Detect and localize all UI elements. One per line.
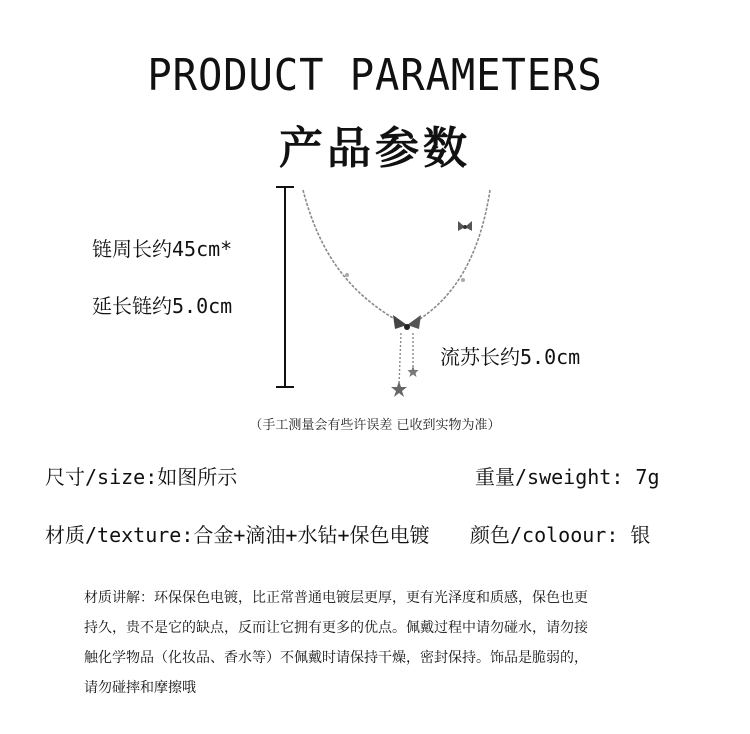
page-title-cn: 产品参数 xyxy=(279,123,471,174)
necklace-image xyxy=(295,185,505,400)
material-description-line: 请勿碰摔和摩擦哦 xyxy=(84,680,196,696)
butterfly-charm-small-icon xyxy=(458,221,472,231)
extender-length-label: 延长链约5.0cm xyxy=(92,294,233,318)
star-charm-icon xyxy=(391,366,419,397)
chain-length-label: 链周长约45cm* xyxy=(92,237,233,261)
spec-size: 尺寸/size:如图所示 xyxy=(45,465,238,489)
measurement-note: （手工测量会有些许误差 已收到实物为准） xyxy=(249,418,501,433)
material-description-line: 材质讲解：环保保色电镀，比正常普通电镀层更厚，更有光泽度和质感，保色也更 xyxy=(84,590,588,606)
spec-weight: 重量/sweight: 7g xyxy=(475,465,660,489)
tassel-length-label: 流苏长约5.0cm xyxy=(440,345,581,369)
spec-texture: 材质/texture:合金+滴油+水钻+保色电镀 xyxy=(45,523,430,547)
material-description-line: 触化学物品（化妆品、香水等）不佩戴时请保持干燥，密封保持。饰品是脆弱的， xyxy=(84,650,588,666)
material-description-line: 持久，贵不是它的缺点，反而让它拥有更多的优点。佩戴过程中请勿碰水，请勿接 xyxy=(84,620,588,636)
sparkle-icon xyxy=(345,273,465,282)
material-description xyxy=(84,583,694,703)
spec-colour: 颜色/coloour: 银 xyxy=(470,523,651,547)
butterfly-pendant-icon xyxy=(393,315,421,330)
page-title-en: PRODUCT PARAMETERS xyxy=(147,50,603,101)
